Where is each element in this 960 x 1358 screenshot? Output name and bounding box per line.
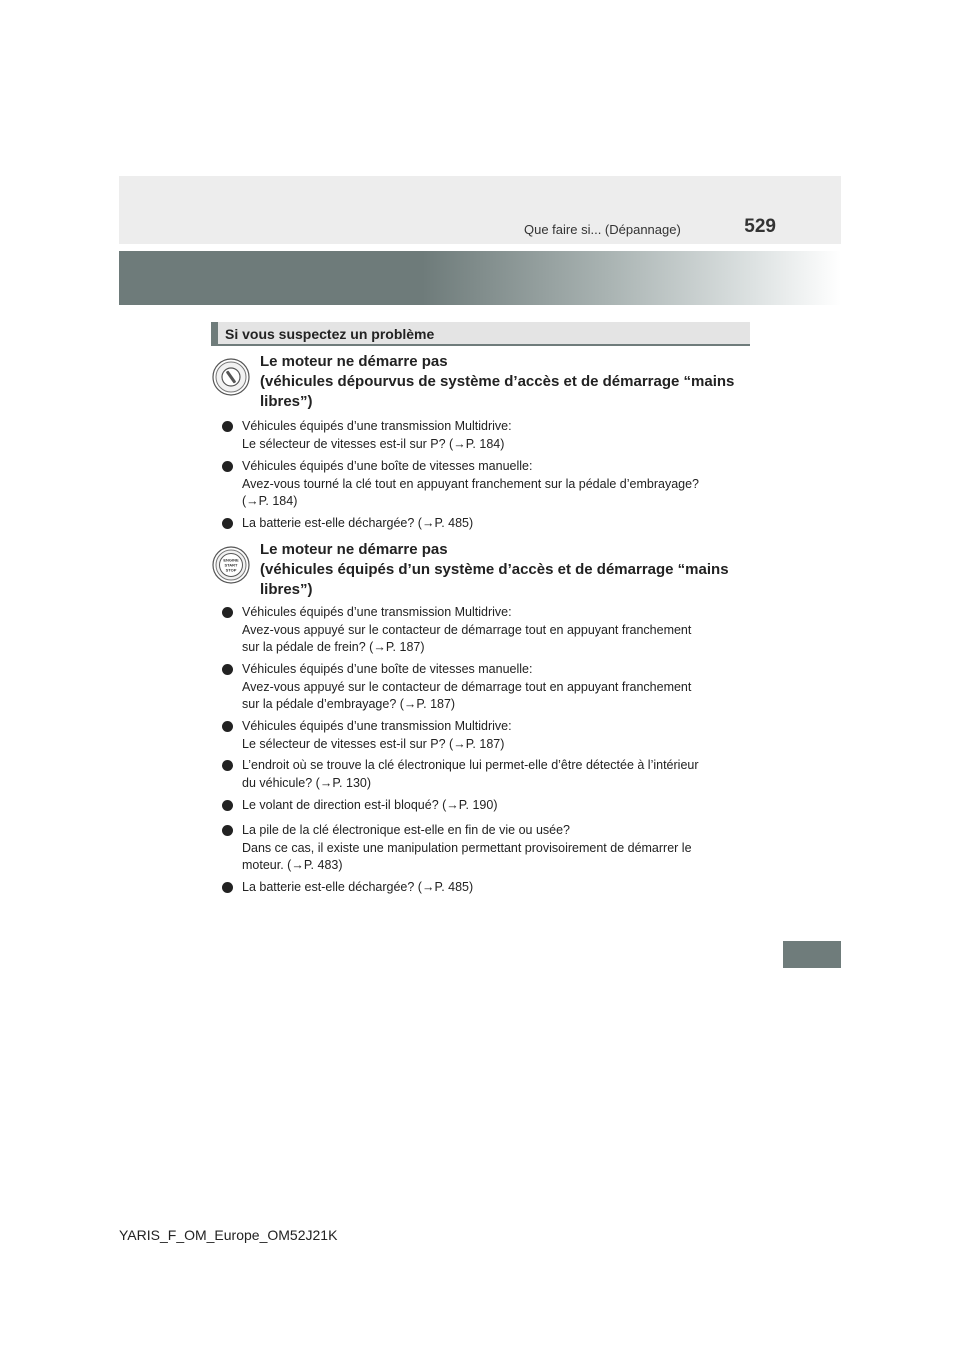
- bullet-icon: [222, 721, 233, 732]
- list-item-line: moteur. (→P. 483): [242, 858, 343, 872]
- list-item-line: Véhicules équipés d’une transmission Multidrive:: [242, 605, 512, 619]
- bullet-icon: [222, 825, 233, 836]
- bullet-icon: [222, 461, 233, 472]
- block-title-smart-entry: [260, 540, 744, 600]
- icon-label-stop: STOP: [225, 567, 237, 573]
- bullet-icon: [222, 607, 233, 618]
- list-item-line: Véhicules équipés d’une transmission Multidrive:: [242, 719, 512, 733]
- list-item-line: Le volant de direction est-il bloqué? (→P. 190): [242, 798, 498, 812]
- bullet-icon: [222, 760, 233, 771]
- list-item-line: La batterie est-elle déchargée? (→P. 485): [242, 516, 474, 530]
- block-title-line: (véhicules dépourvus de système d’accès et de démarrage “mains: [260, 373, 735, 390]
- list-item: [222, 822, 745, 875]
- list-item-line: Avez-vous appuyé sur le contacteur de démarrage tout en appuyant franchement: [242, 679, 692, 694]
- list-item: [222, 661, 745, 714]
- list-item-line: Avez-vous tourné la clé tout en appuyant franchement sur la pédale d’embrayage?: [242, 476, 700, 491]
- block-title-line: libres”): [260, 581, 313, 598]
- list-item: [222, 718, 745, 753]
- page-number: 529: [744, 216, 776, 237]
- bullet-icon: [222, 518, 233, 529]
- block-title-line: libres”): [260, 393, 313, 410]
- list-item: [222, 458, 745, 511]
- block-title-line: (véhicules équipés d’un système d’accès et de démarrage “mains: [260, 561, 729, 578]
- chapter-banner: [119, 251, 841, 305]
- list-item-line: Avez-vous appuyé sur le contacteur de démarrage tout en appuyant franchement: [242, 622, 692, 637]
- list-item-line: La batterie est-elle déchargée? (→P. 485): [242, 880, 474, 894]
- list-item-line: sur la pédale d’embrayage? (→P. 187): [242, 697, 456, 711]
- list-item-line: Véhicules équipés d’une boîte de vitesses manuelle:: [242, 662, 533, 676]
- list-item-line: (→P. 184): [242, 494, 298, 508]
- bullet-icon: [222, 421, 233, 432]
- list-item-line: L’endroit où se trouve la clé électronique lui permet-elle d’être détectée à l’intérieur: [242, 758, 699, 772]
- list-item: [222, 797, 745, 815]
- list-item: [222, 418, 745, 453]
- section-header: [211, 322, 750, 346]
- list-item: [222, 515, 745, 533]
- chapter-side-tab: [783, 941, 841, 968]
- block-title-line: Le moteur ne démarre pas: [260, 541, 448, 558]
- block-title-no-smart-entry: [260, 352, 744, 412]
- list-item: [222, 879, 745, 897]
- list-item-line: du véhicule? (→P. 130): [242, 775, 372, 790]
- list-item-line: Le sélecteur de vitesses est-il sur P? (→P. 187): [242, 736, 505, 751]
- chapter-title: Que faire si... (Dépannage): [524, 222, 681, 237]
- bullet-icon: [222, 882, 233, 893]
- icon-label-start: START: [224, 562, 238, 568]
- engine-start-stop-button-icon: [212, 546, 250, 584]
- section-title: Si vous suspectez un problème: [225, 326, 435, 342]
- ignition-key-icon: [212, 358, 250, 396]
- list-item: [222, 757, 745, 792]
- document-footer: YARIS_F_OM_Europe_OM52J21K: [119, 1227, 338, 1243]
- list-item-line: Le sélecteur de vitesses est-il sur P? (→P. 184): [242, 436, 505, 451]
- header-band: [119, 176, 841, 244]
- list-item-line: Véhicules équipés d’une transmission Multidrive:: [242, 419, 512, 433]
- bullet-icon: [222, 800, 233, 811]
- list-item-line: Dans ce cas, il existe une manipulation permettant provisoirement de démarrer le: [242, 840, 692, 855]
- section-header-bar: [211, 322, 218, 344]
- list-item-line: La pile de la clé électronique est-elle en fin de vie ou usée?: [242, 823, 570, 837]
- list-item-line: sur la pédale de frein? (→P. 187): [242, 640, 425, 654]
- list-item-line: Véhicules équipés d’une boîte de vitesses manuelle:: [242, 459, 533, 473]
- list-item: [222, 604, 745, 657]
- icon-label-engine: ENGINE: [223, 557, 239, 563]
- bullet-icon: [222, 664, 233, 675]
- block-title-line: Le moteur ne démarre pas: [260, 353, 448, 370]
